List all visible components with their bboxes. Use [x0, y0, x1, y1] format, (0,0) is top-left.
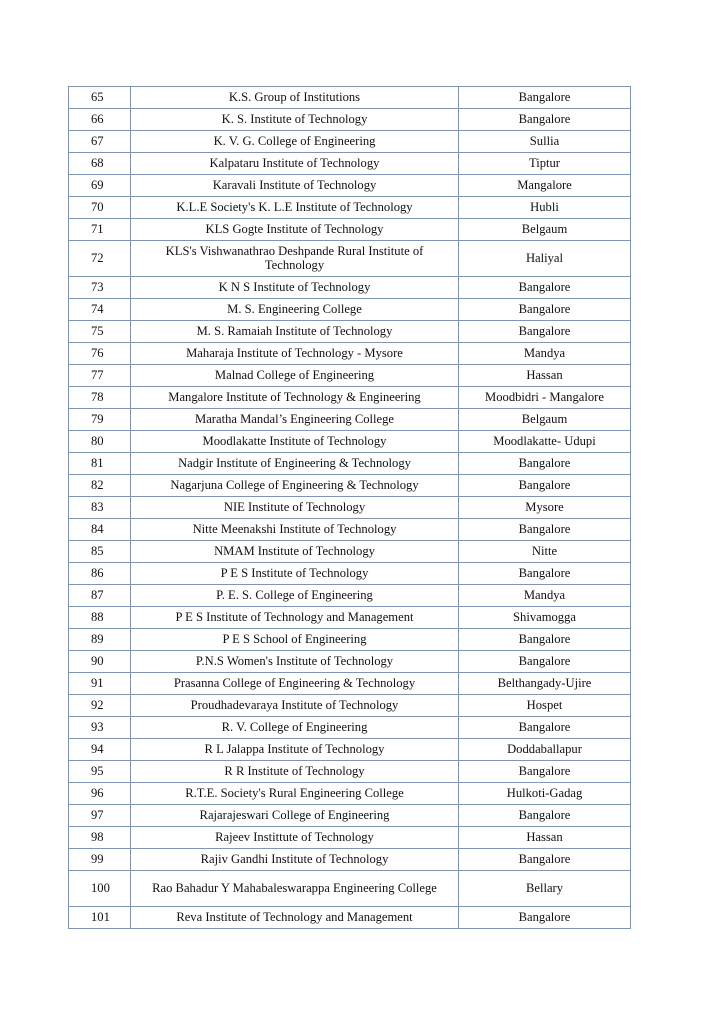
row-number: 98 — [69, 827, 131, 849]
institution-name: Nitte Meenakshi Institute of Technology — [131, 519, 459, 541]
institution-name: Prasanna College of Engineering & Technology — [131, 673, 459, 695]
institution-name: Mangalore Institute of Technology & Engineering — [131, 387, 459, 409]
table-row — [69, 299, 630, 321]
institution-name: KLS Gogte Institute of Technology — [131, 219, 459, 241]
institution-location: Bangalore — [518, 909, 571, 924]
institution-location: Bangalore — [459, 717, 630, 739]
institution-name: Rajeev Instittute of Technology — [131, 827, 459, 849]
table-row — [69, 563, 630, 585]
table-row — [69, 153, 630, 175]
table-row — [69, 321, 630, 343]
institution-location: Hulkoti-Gadag — [459, 783, 630, 805]
institution-location: Bangalore — [459, 563, 630, 585]
institution-location: Bangalore — [459, 87, 630, 109]
institution-location: Bangalore — [459, 519, 630, 541]
institution-name: R R Institute of Technology — [131, 761, 459, 783]
institution-location: Bangalore — [459, 651, 630, 673]
row-number: 101 — [69, 907, 131, 928]
table-row — [69, 673, 630, 695]
institutions-table — [68, 86, 631, 929]
table-row — [69, 739, 630, 761]
row-number: 68 — [69, 153, 131, 175]
table-row — [69, 805, 630, 827]
row-number: 94 — [69, 739, 131, 761]
institution-location: Mysore — [459, 497, 630, 519]
row-number: 93 — [69, 717, 131, 739]
row-number: 65 — [69, 87, 131, 109]
table-row — [69, 431, 630, 453]
institution-location: Tiptur — [459, 153, 630, 175]
institution-name: K.L.E Society's K. L.E Institute of Technology — [131, 197, 459, 219]
table-row — [69, 607, 630, 629]
institution-location: Doddaballapur — [459, 739, 630, 761]
institution-name: P E S Institute of Technology and Management — [131, 607, 459, 629]
table-row — [69, 343, 630, 365]
row-number: 100 — [69, 871, 131, 907]
row-number: 78 — [69, 387, 131, 409]
institution-location: Belthangady-Ujire — [459, 673, 630, 695]
row-number: 76 — [69, 343, 131, 365]
row-number: 71 — [69, 219, 131, 241]
institution-name: K N S Institute of Technology — [131, 277, 459, 299]
row-number: 97 — [69, 805, 131, 827]
institution-name: P E S Institute of Technology — [131, 563, 459, 585]
institution-location: Hassan — [459, 827, 630, 849]
table-row — [69, 907, 630, 928]
institution-name: R L Jalappa Institute of Technology — [131, 739, 459, 761]
institution-name: Nadgir Institute of Engineering & Technology — [131, 453, 459, 475]
table-row — [69, 475, 630, 497]
institution-name: Moodlakatte Institute of Technology — [131, 431, 459, 453]
table-row — [69, 131, 630, 153]
institution-location: Mandya — [459, 585, 630, 607]
row-number: 92 — [69, 695, 131, 717]
institution-location: Hospet — [459, 695, 630, 717]
row-number: 99 — [69, 849, 131, 871]
table-row — [69, 409, 630, 431]
institution-location: Bangalore — [459, 453, 630, 475]
institution-location: Mandya — [459, 343, 630, 365]
table-row — [69, 871, 630, 907]
institution-name: NIE Institute of Technology — [131, 497, 459, 519]
row-number: 73 — [69, 277, 131, 299]
row-number: 72 — [69, 241, 131, 277]
table-row — [69, 827, 630, 849]
institution-name: KLS's Vishwanathrao Deshpande Rural Institute of Technology — [131, 241, 459, 277]
row-number: 69 — [69, 175, 131, 197]
institution-name: Karavali Institute of Technology — [131, 175, 459, 197]
table-row — [69, 519, 630, 541]
institution-location: Bangalore — [459, 277, 630, 299]
institution-location: Nitte — [459, 541, 630, 563]
institution-name: P E S School of Engineering — [131, 629, 459, 651]
row-number: 82 — [69, 475, 131, 497]
institution-name: NMAM Institute of Technology — [131, 541, 459, 563]
row-number: 89 — [69, 629, 131, 651]
institution-location: Moodbidri - Mangalore — [459, 387, 630, 409]
row-number: 91 — [69, 673, 131, 695]
row-number: 95 — [69, 761, 131, 783]
row-number: 87 — [69, 585, 131, 607]
table-row — [69, 849, 630, 871]
institution-location: Belgaum — [459, 219, 630, 241]
table-row — [69, 197, 630, 219]
document-page — [68, 86, 631, 929]
row-number: 88 — [69, 607, 131, 629]
institution-location: Bangalore — [459, 109, 630, 131]
table-row — [69, 695, 630, 717]
table-row — [69, 87, 630, 109]
row-number: 81 — [69, 453, 131, 475]
institution-name: Rajiv Gandhi Institute of Technology — [131, 849, 459, 871]
row-number: 75 — [69, 321, 131, 343]
institution-name: R.T.E. Society's Rural Engineering College — [131, 783, 459, 805]
table-row — [69, 541, 630, 563]
institution-location: Belgaum — [459, 409, 630, 431]
row-number: 80 — [69, 431, 131, 453]
table-row — [69, 277, 630, 299]
institution-location: Moodlakatte- Udupi — [459, 431, 630, 453]
table-row — [69, 651, 630, 673]
institution-name: Rao Bahadur Y Mahabaleswarappa Engineering College — [131, 871, 459, 907]
table-row — [69, 629, 630, 651]
row-number: 66 — [69, 109, 131, 131]
institution-name: K. V. G. College of Engineering — [131, 131, 459, 153]
institution-location: Bangalore — [459, 761, 630, 783]
institution-location: Haliyal — [459, 241, 630, 277]
institution-location: Bellary — [459, 871, 630, 907]
institution-name: Kalpataru Institute of Technology — [131, 153, 459, 175]
institution-location: Bangalore — [459, 475, 630, 497]
institution-name: Reva Institute of Technology and Management — [131, 907, 459, 928]
institution-location: Bangalore — [459, 629, 630, 651]
institution-name: Maratha Mandal’s Engineering College — [131, 409, 459, 431]
institution-location: Bangalore — [459, 805, 630, 827]
institution-location: Hubli — [459, 197, 630, 219]
row-number: 90 — [69, 651, 131, 673]
table-row — [69, 241, 630, 277]
institution-name: K. S. Institute of Technology — [131, 109, 459, 131]
table-row — [69, 783, 630, 805]
table-row — [69, 219, 630, 241]
row-number: 83 — [69, 497, 131, 519]
institution-name: M. S. Ramaiah Institute of Technology — [131, 321, 459, 343]
row-number: 96 — [69, 783, 131, 805]
institution-name: Proudhadevaraya Institute of Technology — [131, 695, 459, 717]
row-number: 74 — [69, 299, 131, 321]
table-row — [69, 497, 630, 519]
institution-location: Bangalore — [459, 321, 630, 343]
institution-location: Bangalore — [459, 849, 630, 871]
table-body — [69, 87, 630, 928]
row-number: 84 — [69, 519, 131, 541]
institution-location: Shivamogga — [459, 607, 630, 629]
table-row — [69, 717, 630, 739]
institution-name: Nagarjuna College of Engineering & Technology — [131, 475, 459, 497]
institution-name: Malnad College of Engineering — [131, 365, 459, 387]
institution-name: K.S. Group of Institutions — [131, 87, 459, 109]
row-number: 70 — [69, 197, 131, 219]
table-row — [69, 761, 630, 783]
institution-location: Sullia — [459, 131, 630, 153]
institution-name: P. E. S. College of Engineering — [131, 585, 459, 607]
institution-name: Maharaja Institute of Technology - Mysore — [131, 343, 459, 365]
row-number: 86 — [69, 563, 131, 585]
table-row — [69, 453, 630, 475]
institution-location: Hassan — [459, 365, 630, 387]
institution-location: Mangalore — [459, 175, 630, 197]
table-row — [69, 175, 630, 197]
institution-name: R. V. College of Engineering — [131, 717, 459, 739]
table-row — [69, 387, 630, 409]
row-number: 79 — [69, 409, 131, 431]
table-row — [69, 365, 630, 387]
institution-name: P.N.S Women's Institute of Technology — [131, 651, 459, 673]
institution-location: Bangalore — [459, 299, 630, 321]
institution-name: Rajarajeswari College of Engineering — [131, 805, 459, 827]
row-number: 67 — [69, 131, 131, 153]
table-row — [69, 585, 630, 607]
institution-name: M. S. Engineering College — [131, 299, 459, 321]
row-number: 85 — [69, 541, 131, 563]
row-number: 77 — [69, 365, 131, 387]
table-row — [69, 109, 630, 131]
